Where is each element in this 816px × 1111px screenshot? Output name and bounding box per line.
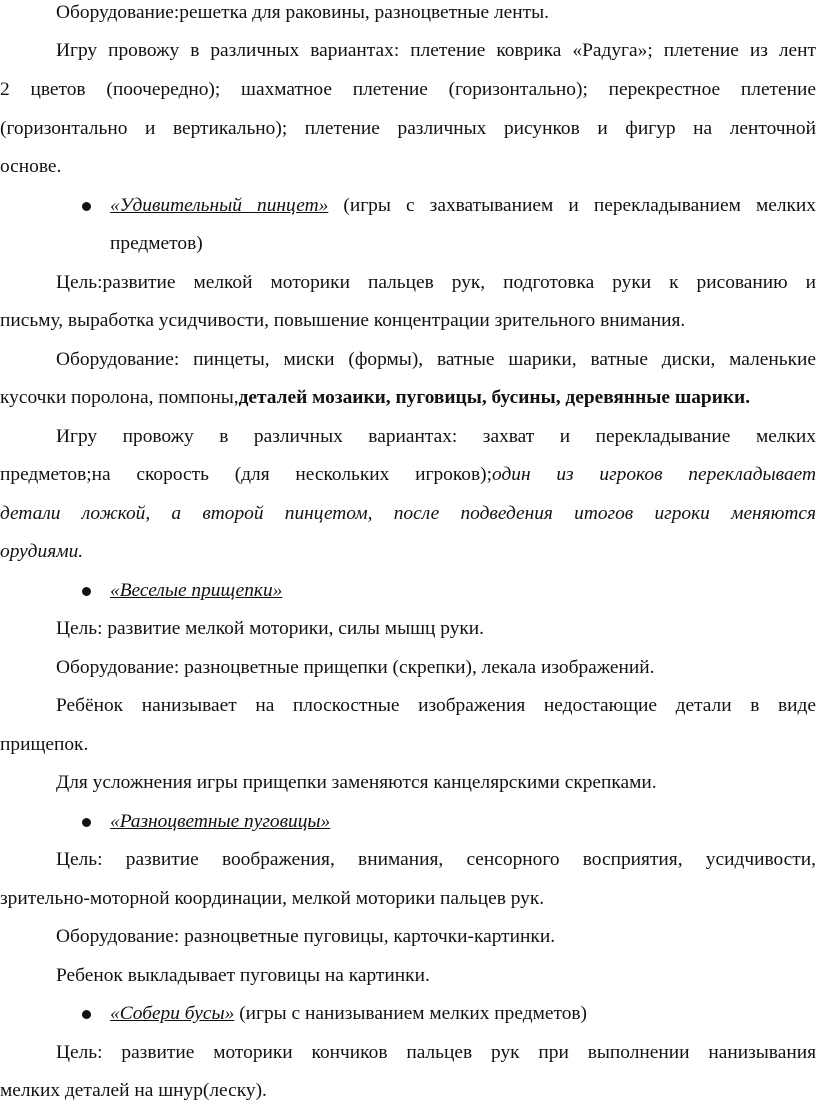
description-text: прищепок.	[0, 734, 89, 755]
equipment-text: кусочки поролона, помпоны,	[0, 387, 239, 408]
variants-line-3	[0, 110, 816, 149]
game2-desc-1	[0, 687, 816, 726]
game1-heading-cont	[0, 225, 816, 264]
equipment-text: Оборудование: пинцеты, миски (формы), ватные шарики, ватные диски, маленькие	[56, 349, 816, 370]
variants-line-4	[0, 148, 816, 187]
game3-goal-1	[0, 841, 816, 880]
bullet-icon	[82, 1010, 91, 1019]
bullet-icon	[82, 818, 91, 827]
game4-goal-2	[0, 1072, 816, 1111]
variants-line-2	[0, 71, 816, 110]
game2-goal	[0, 610, 816, 649]
game3-goal-2	[0, 880, 816, 919]
description-text: Для усложнения игры прищепки заменяются канцелярскими скрепками.	[56, 772, 657, 793]
goal-text: зрительно-моторной координации, мелкой моторики пальцев рук.	[0, 888, 545, 909]
game2-title: «Веселые прищепки»	[110, 580, 283, 601]
game2-note	[0, 764, 816, 803]
game4-goal-1	[0, 1034, 816, 1073]
equipment-line	[0, 0, 816, 33]
variants-text: Игру провожу в различных вариантах: захват и перекладывание мелких	[56, 426, 816, 447]
game2-desc-2	[0, 726, 816, 765]
game3-equip	[0, 918, 816, 957]
variants-text: предметов;на скорость (для нескольких игроков);	[0, 464, 493, 485]
game1-variants-2	[0, 456, 816, 495]
game3-desc	[0, 957, 816, 996]
goal-text: письму, выработка усидчивости, повышение концентрации зрительного внимания.	[0, 310, 686, 331]
game1-title: «Удивительный пинцет»	[110, 195, 329, 216]
variants-italic-text: один из игроков перекладывает	[492, 464, 816, 485]
variants-line-1	[0, 32, 816, 71]
equipment-bold-text: деталей мозаики, пуговицы, бусины, деревянные шарики.	[238, 387, 751, 408]
goal-text: Цель: развитие моторики кончиков пальцев рук при выполнении нанизывания	[56, 1042, 816, 1063]
goal-text: Цель:развитие мелкой моторики пальцев рук, подготовка руки к рисованию и	[56, 272, 816, 293]
paragraph-text: (горизонтально и вертикально); плетение различных рисунков и фигур на ленточной	[0, 118, 816, 139]
game1-heading	[0, 187, 816, 226]
game1-goal-1	[0, 264, 816, 303]
game4-heading	[0, 995, 816, 1034]
game2-heading	[0, 572, 816, 611]
game1-equip-1	[0, 341, 816, 380]
goal-text: Цель: развитие воображения, внимания, сенсорного восприятия, усидчивости,	[56, 849, 816, 870]
game1-description: предметов)	[110, 233, 203, 254]
game4-title: «Собери бусы»	[110, 1003, 235, 1024]
equipment-text: Оборудование: разноцветные пуговицы, карточки-картинки.	[56, 926, 556, 947]
goal-text: мелких деталей на шнур(леску).	[0, 1080, 267, 1101]
bullet-icon	[82, 587, 91, 596]
goal-text: Цель: развитие мелкой моторики, силы мышц руки.	[56, 618, 485, 639]
paragraph-text: основе.	[0, 156, 62, 177]
game1-variants-3	[0, 495, 816, 534]
game1-goal-2	[0, 302, 816, 341]
game2-equip	[0, 649, 816, 688]
paragraph-text: Оборудование:решетка для раковины, разноцветные ленты.	[56, 2, 549, 23]
description-text: Ребёнок нанизывает на плоскостные изображения недостающие детали в виде	[56, 695, 816, 716]
game3-heading	[0, 803, 816, 842]
variants-italic-text: детали ложкой, а второй пинцетом, после подведения итогов игроки меняются	[0, 503, 816, 524]
game4-description: (игры с нанизыванием мелких предметов)	[234, 1003, 588, 1024]
game1-description: (игры с захватыванием и перекладыванием мелких	[328, 195, 816, 216]
paragraph-text: Игру провожу в различных вариантах: плетение коврика «Радуга»; плетение из лент	[56, 40, 816, 61]
game1-variants-4	[0, 533, 816, 572]
game1-variants-1	[0, 418, 816, 457]
variants-italic-text: орудиями.	[0, 541, 84, 562]
game3-title: «Разноцветные пуговицы»	[110, 811, 331, 832]
description-text: Ребенок выкладывает пуговицы на картинки.	[56, 965, 430, 986]
bullet-icon	[82, 202, 91, 211]
paragraph-text: 2 цветов (поочередно); шахматное плетение (горизонтально); перекрестное плетение	[0, 79, 816, 100]
equipment-text: Оборудование: разноцветные прищепки (скрепки), лекала изображений.	[56, 657, 655, 678]
game1-equip-2	[0, 379, 816, 418]
